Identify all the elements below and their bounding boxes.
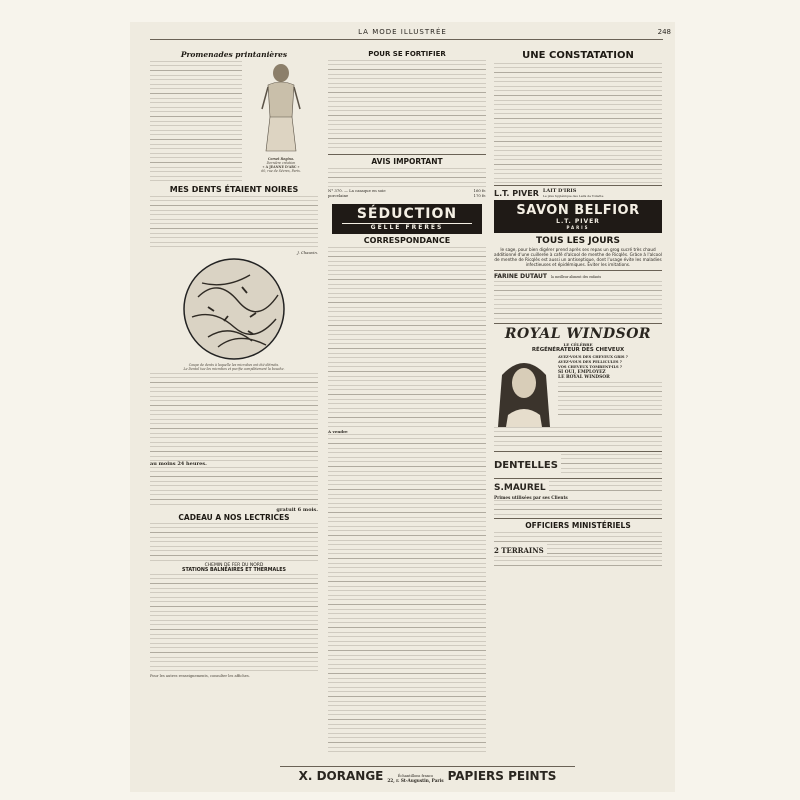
corset-woman-illustration	[258, 61, 304, 153]
running-title: LA MODE ILLUSTRÉE	[358, 28, 447, 36]
rail-text	[150, 574, 318, 674]
dentelles-ad: DENTELLES	[494, 454, 662, 476]
farine-dutaut-ad: FARINE DUTAUT la meilleur aliment des enfants	[494, 273, 602, 280]
tous-les-jours-text: le sage, pour bien digérer prend après ses repas un grog sucré très chaud additionné d'une cuillerée à café d'alcool de menthe de Ricqlès. Grâce à l'alcool de menthe de Ricqlès est aussi un antiseptique, dont l'usage évite les maladies infectieuses et épidémiques. Éviter les imitations.	[494, 247, 662, 267]
avis-text	[328, 168, 486, 188]
correspondance-text-1	[328, 247, 486, 429]
promenade-text	[150, 61, 242, 183]
column-1: Promenades printanières Corset Regina. Dernière création « A JEANNE D'ARC » 60, rue de Sévres, Paris. MES DENTS ÉTAIENT NOIRES J. Chauvin. Coupe de dents à laquelle les microbes ont été détruits. Le Dentol tue les microbes et purifie complètement la bouche. au moins 24 heures. gratuit 6 mois. CADEAU A NOS LECTRICES CHEMIN DE FER DU NORD STATIONS BALNÉAIRES ET THERMALES Pour les autres renseignements, consulter les affiches.	[150, 50, 318, 678]
figure-caption: Coupe de dents à laquelle les microbes ont été détruits.	[188, 363, 280, 367]
microscope-figure	[178, 257, 290, 361]
page-number: 248	[657, 28, 671, 36]
column-2: POUR SE FORTIFIER AVIS IMPORTANT N° 370. — La casaque en soie 160 fr. porcelaine 170 fr. SÉDUCTION GELLE FRÈRES CORRESPONDANCE A vendre	[328, 50, 486, 752]
rail-subtitle: STATIONS BALNÉAIRES ET THERMALES	[181, 568, 287, 573]
constatation-title: UNE CONSTATATION	[522, 50, 634, 61]
column-3: UNE CONSTATATION L.T. PIVER LAIT D'IRIS Le plus hygiénique des Laits de Toilette SAVON BELFIOR L.T. PIVER PARIS TOUS LES JOURS le sage, pour bien digérer prend après ses repas un grog sucré très chaud additionné d'une cuillerée à café d'alcool de menthe de Ricqlès. Grâce à l'alcool de menthe de Ricqlès est aussi un antiseptique, dont l'usage évite les maladies infectieuses et épidémiques. Éviter les imitations. FARINE DUTAUT la meilleur aliment des enfants ROYAL WINDSOR LE CÉLÈBRE RÉGÉNÉRATEUR DES CHEVEUX AVEZ-VOUS DES CHEVEUX GRIS ? AVEZ-VOUS DES PELLICULES ? VOS CHEVEUX TOMBENT-ILS ? SI OUI, EMPLOYEZ LE ROYAL WINDSOR DENTELLES S.MAUREL Primes utilisées par ses Clients OFFICIERS MINISTÉRIELS 2 TERRAINS	[494, 50, 662, 570]
header-rule	[150, 39, 663, 40]
maurel-ad: S.MAUREL	[494, 481, 662, 495]
rail-title: CHEMIN DE FER DU NORD	[204, 563, 264, 568]
teeth-text	[150, 196, 318, 250]
seduction-ad: SÉDUCTION GELLE FRÈRES	[332, 204, 482, 234]
constatation-text	[494, 63, 662, 183]
cadeau-text	[150, 523, 318, 561]
dentol-text	[150, 373, 318, 461]
royal-windsor-ad: ROYAL WINDSOR LE CÉLÈBRE RÉGÉNÉRATEUR DES CHEVEUX AVEZ-VOUS DES CHEVEUX GRIS ? AVEZ-VOUS DES PELLICULES ? VOS CHEVEUX TOMBENT-ILS ? SI OUI, EMPLOYEZ LE ROYAL WINDSOR	[494, 326, 662, 449]
farine-text	[494, 281, 662, 321]
correspondance-title: CORRESPONDANCE	[363, 236, 451, 245]
corset-ad: Corset Regina. Dernière création « A JEANNE D'ARC » 60, rue de Sévres, Paris.	[245, 61, 317, 183]
correspondance-text-2	[328, 434, 486, 752]
tous-les-jours-title: TOUS LES JOURS	[536, 236, 620, 246]
teeth-title: MES DENTS ÉTAIENT NOIRES	[169, 185, 299, 194]
fortifier-text	[328, 60, 486, 152]
officiers-title: OFFICIERS MINISTÉRIELS	[525, 521, 631, 530]
avis-title: AVIS IMPORTANT	[371, 157, 443, 166]
newspaper-page	[130, 22, 675, 792]
cadeau-title: CADEAU A NOS LECTRICES	[178, 513, 290, 522]
fortifier-title: POUR SE FORTIFIER	[368, 50, 446, 58]
piver-lait-ad: L.T. PIVER LAIT D'IRIS Le plus hygiénique des Laits de Toilette	[494, 188, 604, 198]
belfior-ad: SAVON BELFIOR L.T. PIVER PARIS	[494, 200, 662, 233]
royal-windsor-portrait	[494, 355, 554, 427]
promenade-title: Promenades printanières	[180, 50, 288, 59]
dorange-ad: X. DORANGE Échantillons franco 22, r. St-Augustin, Paris PAPIERS PEINTS	[280, 766, 575, 783]
